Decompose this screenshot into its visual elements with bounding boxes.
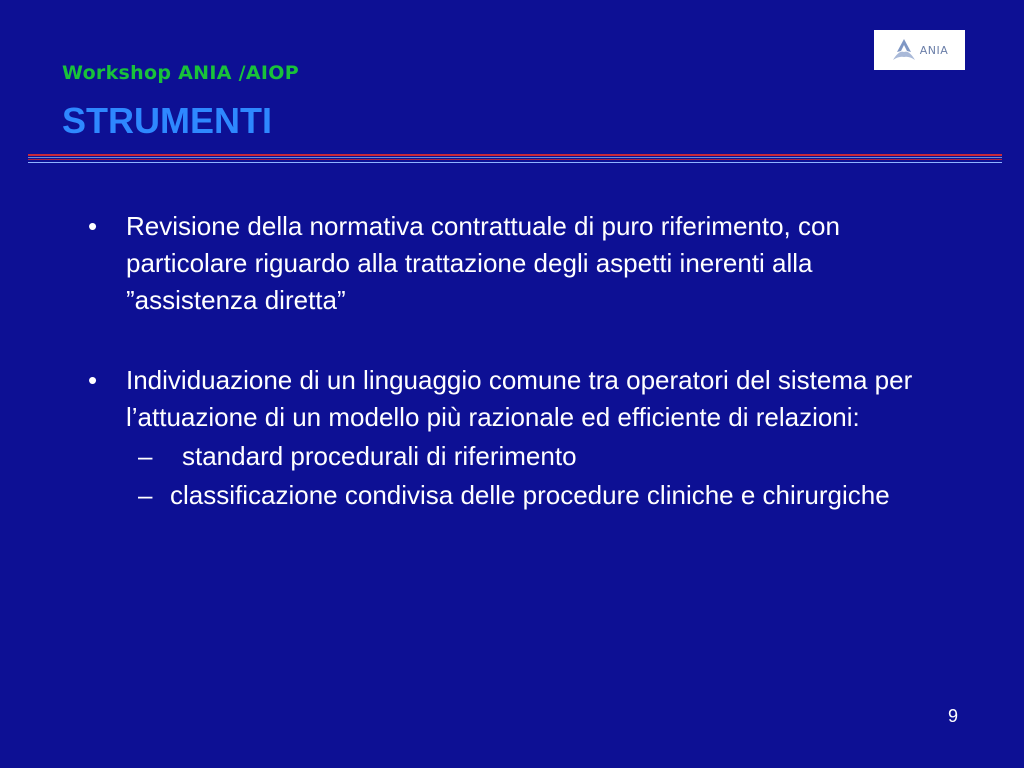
bullet-mark: • bbox=[88, 211, 98, 241]
sub-bullet-text: classificazione condivisa delle procedure cliniche e chirurgiche bbox=[170, 480, 890, 510]
bullet-mark: • bbox=[88, 365, 98, 395]
bullet-item bbox=[86, 208, 946, 319]
ania-logo-text: ANIA bbox=[919, 43, 949, 57]
ania-logo-icon bbox=[891, 38, 917, 62]
bullet-item bbox=[86, 362, 946, 436]
page-number: 9 bbox=[948, 706, 959, 726]
slide-subtitle: Workshop ANIA /AIOP bbox=[62, 62, 299, 84]
sub-bullet-mark: – bbox=[138, 480, 153, 510]
bullet-text: Revisione della normativa contrattuale di puro riferimento, con particolare riguardo alla trattazione degli aspetti inerenti alla ”assistenza diretta” bbox=[126, 211, 840, 315]
bullet-text: Individuazione di un linguaggio comune tra operatori del sistema per l’attuazione di un modello più razionale ed efficiente di relazioni: bbox=[126, 365, 913, 432]
header-divider-blue bbox=[28, 157, 1002, 158]
header-divider-red-thin bbox=[28, 159, 1002, 160]
sub-bullet-text: standard procedurali di riferimento bbox=[182, 441, 577, 471]
slide-title: STRUMENTI bbox=[62, 100, 272, 141]
slide-body bbox=[86, 208, 946, 514]
sub-bullet-item bbox=[86, 477, 946, 514]
header-divider-blue-thin bbox=[28, 162, 1002, 163]
ania-logo bbox=[874, 30, 965, 70]
sub-bullet-item bbox=[86, 438, 946, 475]
sub-bullet-mark: – bbox=[138, 441, 153, 471]
header-divider-red bbox=[28, 154, 1002, 156]
